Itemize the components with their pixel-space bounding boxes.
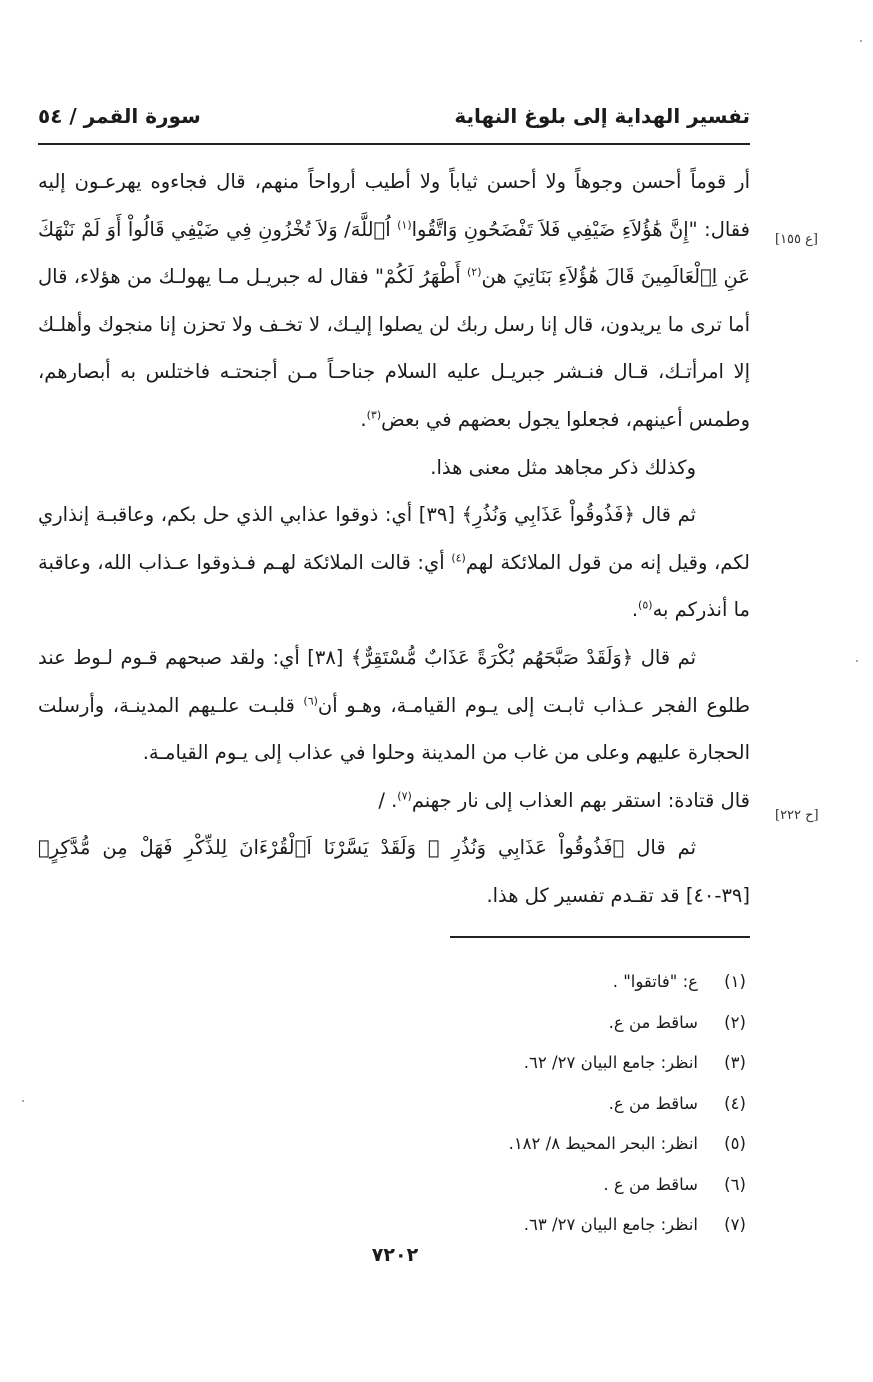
paragraph-6: ثم قال ﴿فَذُوقُواْ عَذَابِي وَنُذُرِ ۞ وَلَقَدْ يَسَّرْنَا اَ۬لْقُرْءَانَ لِلذِّكْرِ فَهَلْ مِن مُّدَّكِرٍ﴾ [٣٩-٤٠] قد تقـدم تفسير كل هذا.	[38, 836, 750, 907]
text-run: . /	[378, 788, 398, 812]
footnote-number: (٥)	[724, 1134, 746, 1153]
footnote-text: انظر: البحر المحيط ٨/ ١٨٢.	[508, 1134, 698, 1153]
paragraph-4	[38, 634, 750, 777]
footnote-item	[38, 1124, 750, 1165]
surah-page-label: سورة القمر / ٥٤	[38, 104, 201, 128]
footnotes-list	[38, 962, 750, 1246]
footnote-number: (١)	[724, 972, 746, 991]
header-divider	[38, 143, 750, 145]
book-title: تفسير الهداية إلى بلوغ النهاية	[454, 104, 750, 128]
paragraph-5	[38, 777, 750, 825]
text-run: أي: قالت الملائكة لهـم فـذوقوا عـذاب الله، وعاقبة ما أنذركم به	[38, 550, 750, 622]
footnote-number: (٤)	[724, 1093, 746, 1113]
text-run: .	[360, 407, 367, 431]
footnote-ref[interactable]: (٢)	[467, 265, 482, 279]
footnote-number: (٧)	[724, 1215, 746, 1234]
footnote-number: (٢)	[724, 1012, 746, 1032]
paragraph-2: وكذلك ذكر مجاهد مثل معنى هذا.	[430, 455, 696, 479]
footnote-item	[38, 962, 750, 1003]
footnote-item	[38, 1165, 750, 1206]
footnote-number: (٦)	[724, 1174, 746, 1194]
margin-note-manuscript-a: [ع ١٥٥]	[775, 232, 818, 247]
scan-speck	[22, 1100, 24, 1102]
text-run: .	[631, 598, 639, 622]
paragraph-3	[38, 491, 750, 634]
footnote-item	[38, 1205, 750, 1246]
footnote-item	[38, 1003, 750, 1044]
scan-speck	[856, 660, 858, 662]
footnote-divider	[450, 936, 750, 938]
footnote-text: ساقط من ع .	[603, 1174, 698, 1194]
footnote-ref[interactable]: (١)	[397, 218, 412, 232]
footnote-ref[interactable]: (٣)	[366, 408, 382, 422]
footnote-number: (٣)	[724, 1053, 746, 1072]
scan-speck	[860, 40, 862, 42]
footnote-text: ع: "فاتقوا" .	[612, 972, 698, 991]
footnote-item	[38, 1084, 750, 1125]
text-run: ثم قال ﴿فَذُوقُواْ عَذَابِي وَنُذُرِ﴾ [٣٩] أي: ذوقوا عذابي الذي حل بكم، وعاقبـة إنذاري لكم، وقيل إنه من قول الملائكة لهم	[38, 503, 750, 574]
text-run: اُ۬للَّهَ/ وَلاَ تُخْزُونِ فِي ضَيْفِي قَالُواْ أَوَ لَمْ نَنْهَكَ عَنِ اِ۬لْعَالَمِينَ قَالَ هَٰؤُلاَءِ بَنَاتِيَ هن	[38, 217, 750, 289]
footnote-text: انظر: جامع البيان ٢٧/ ٦٢.	[523, 1053, 698, 1072]
footnote-ref[interactable]: (٧)	[397, 789, 412, 803]
text-run: أَطْهَرُ لَكُمْ" فقال له جبريـل مـا يهولـك من هؤلاء، قال أما ترى ما يريدون، قال إنا رسل ربك لن يصلوا إليـك، لا تخـف ولا تحزن إنا منجوك وأهلـك إلا امرأتـك، قـال فنـشر جبريـل عليه السلام جناحـاً مـن أجنحتـه فاختلس به أبصارهم، وطمس أعينهم، فجعلوا يجول بعضهم في بعض	[38, 265, 750, 431]
main-text	[38, 158, 750, 920]
footnote-text: ساقط من ع.	[608, 1093, 698, 1113]
footnote-ref[interactable]: (٥)	[638, 598, 653, 612]
footnote-ref[interactable]: (٦)	[303, 694, 318, 708]
footnote-text: ساقط من ع.	[608, 1012, 698, 1032]
running-header	[38, 96, 750, 136]
margin-note-manuscript-h: [ح ٢٢٢]	[775, 808, 819, 823]
footnote-ref[interactable]: (٤)	[451, 551, 466, 565]
footnote-text: انظر: جامع البيان ٢٧/ ٦٣.	[523, 1215, 698, 1234]
text-run: أر قوماً أحسن وجوهاً ولا أحسن ثياباً ولا أطيب أرواحاً منهم، قال فجاءوه يهرعـون إليه فقال: "إِنَّ هَٰؤُلاَءِ ضَيْفِي فَلاَ تَفْضَحُونِ وَاتَّقُوا	[38, 170, 750, 241]
text-run: قال قتادة: استقر بهم العذاب إلى نار جهنم	[411, 788, 750, 812]
text-run: ثم قال ﴿وَلَقَدْ صَبَّحَهُم بُكْرَةً عَذَابٌ مُّسْتَقِرٌّ﴾ [٣٨] أي: ولقد صبحهم قـوم لـوط عند طلوع الفجر عـذاب ثابـت إلى يـوم القيامـة، وهـو أن	[38, 645, 750, 717]
paragraph-1	[38, 158, 750, 444]
footnote-item	[38, 1043, 750, 1084]
text-run: قلبـت علـيهم المدينـة، وأرسلت الحجارة عليهم وعلى من غاب من المدينة وحلوا في عذاب إلى يـوم القيامـة.	[38, 693, 750, 765]
page-number: ٧٢٠٢	[371, 1244, 419, 1266]
